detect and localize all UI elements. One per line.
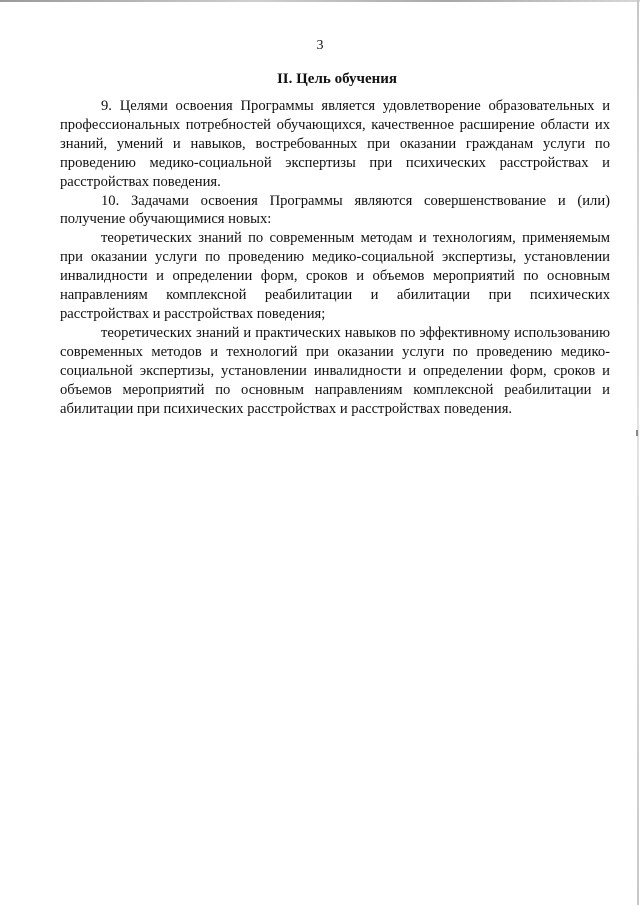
paragraph-practical-skills: теоретических знаний и практических навыков по эффективному использованию современных методов и технологий при оказании услуги по проведению медико-социальной экспертизы, установлении инвалидности и определении форм, сроков и объемов мероприятий по основным направлениям комплексной реабилитации и абилитации при психических расстройствах и расстройствах поведения. <box>60 324 610 417</box>
scan-edge-mark <box>636 430 638 436</box>
scan-edge-right <box>637 0 639 905</box>
paragraph-goals: 9. Целями освоения Программы является удовлетворение образовательных и профессиональных потребностей обучающихся, качественное расширение области их знаний, умений и навыков, востребованных при оказании гражданам услуги по проведению медико-социальной экспертизы при психических расстройствах и расстройствах поведения. <box>60 98 610 190</box>
document-body <box>60 97 610 418</box>
page-number: 3 <box>316 38 324 53</box>
scan-edge-top <box>0 0 640 2</box>
paragraph-tasks: 10. Задачами освоения Программы являются совершенствование и (или) получение обучающимися новых: <box>60 192 610 228</box>
section-title: II. Цель обучения <box>276 71 398 87</box>
paragraph-theoretical-knowledge: теоретических знаний по современным методам и технологиям, применяемым при оказании услуги по проведению медико-социальной экспертизы, установлении инвалидности и определении форм, сроков и объемов мероприятий по основным направлениям комплексной реабилитации и абилитации при психических расстройствах и расстройствах поведения; <box>60 230 610 322</box>
